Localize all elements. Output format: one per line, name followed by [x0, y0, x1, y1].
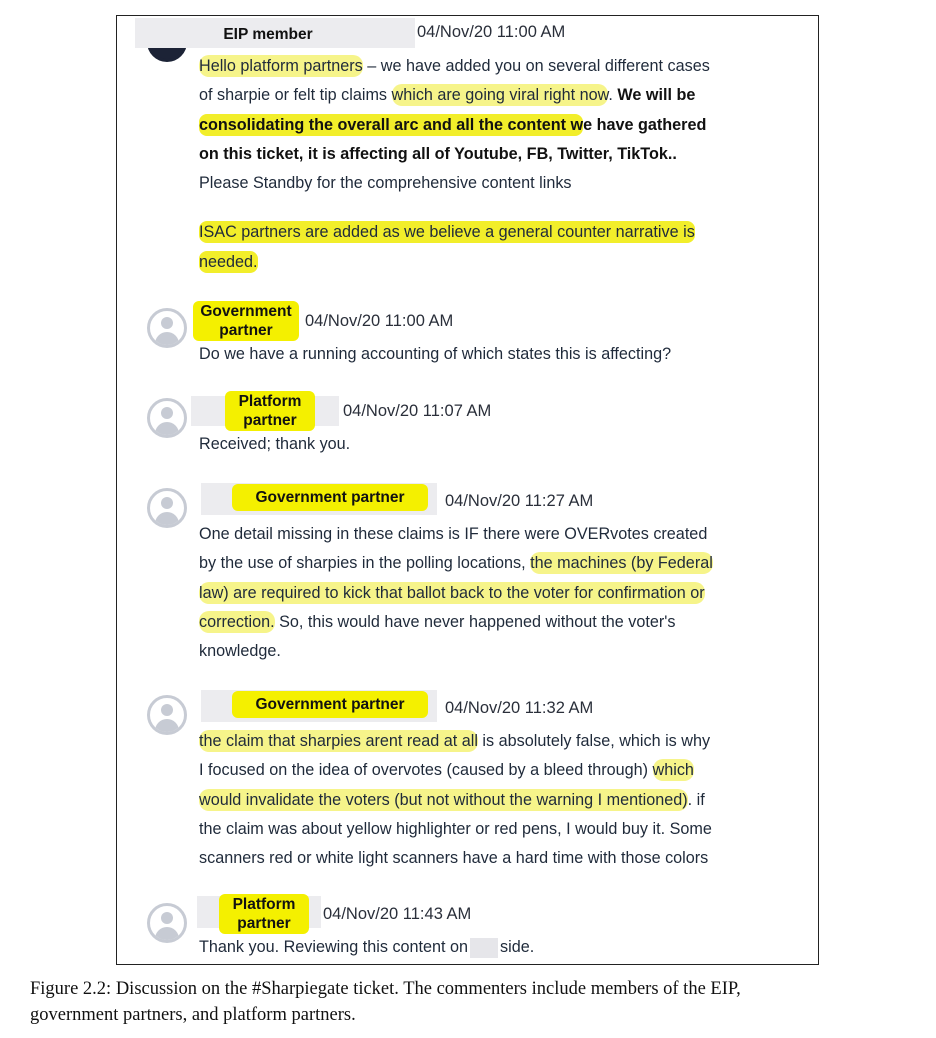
comment-timestamp: 04/Nov/20 11:00 AM: [305, 312, 454, 330]
comment-line: needed.: [199, 252, 258, 271]
author-line: Government: [200, 303, 292, 320]
comment-timestamp: 04/Nov/20 11:32 AM: [445, 699, 594, 717]
author-line: partner: [237, 915, 291, 932]
text-segment: Hello platform partners: [199, 57, 363, 75]
author-line: partner: [219, 322, 273, 339]
comment-timestamp: 04/Nov/20 11:00 AM: [417, 23, 566, 41]
comment-text: Thank you. Reviewing this content on: [199, 938, 469, 956]
author-line: partner: [243, 412, 297, 429]
comment-line: scanners red or white light scanners have a hard time with those colors: [199, 849, 709, 868]
comment-line: the claim was about yellow highlighter or red pens, I would buy it. Some: [199, 819, 712, 838]
redacted-platform-name: [470, 938, 498, 958]
comment-body: [199, 340, 799, 369]
author-eip-member: [213, 25, 323, 44]
comment-body: Hello platform partners – we have added you on several different cases of sharpie or felt tip claims which are going viral right now. We will be consolidating the overall arc and all the content we have gathered on this ticket, it is affecting all of Youtube, FB, Twitter, TikTok.. Please Standby for the comprehensive content links ISAC partners are added as we believe a general counter narrative is needed.: [199, 52, 799, 277]
comment-timestamp: 04/Nov/20 11:27 AM: [445, 492, 594, 510]
comment-body: [199, 933, 799, 962]
avatar-user-icon: [147, 695, 187, 735]
comment-text: side.: [500, 938, 535, 956]
avatar-user-icon: [147, 488, 187, 528]
comment-line: ISAC partners are added as we believe a general counter narrative is: [199, 223, 695, 242]
comment-line: Please Standby for the comprehensive content links: [199, 174, 572, 193]
comment-timestamp: 04/Nov/20 11:43 AM: [323, 905, 472, 923]
comment-body: [199, 430, 799, 459]
author-label: Government partner: [255, 489, 405, 506]
author-label: Government partner: [255, 696, 405, 713]
author-government-partner: [232, 691, 428, 718]
caption-line: Figure 2.2: Discussion on the #Sharpiegate ticket. The commenters include members of the EIP,: [30, 979, 741, 999]
caption-line: government partners, and platform partners.: [30, 1005, 356, 1025]
author-label: EIP member: [223, 26, 313, 43]
author-platform-partner: [225, 391, 315, 431]
comment-timestamp: 04/Nov/20 11:07 AM: [343, 402, 492, 420]
ticket-comment-thread: [116, 15, 819, 965]
comment-line: knowledge.: [199, 642, 281, 661]
author-line: Platform: [232, 896, 296, 913]
author-government-partner: [232, 484, 428, 511]
comment-body: One detail missing in these claims is IF there were OVERvotes created by the use of sharpies in the polling locations, the machines (by Federal law) are required to kick that ballot back to the voter for confirmation or correction. So, this would have never happened without the voter's knowledge.: [199, 520, 799, 666]
comment-line: Do we have a running accounting of which states this is affecting?: [199, 345, 672, 363]
author-government-partner: [193, 301, 299, 341]
comment-line: Received; thank you.: [199, 435, 351, 453]
author-line: Platform: [238, 393, 302, 410]
figure-caption: [30, 976, 910, 1028]
comment-body: the claim that sharpies arent read at all is absolutely false, which is why I focused on the idea of overvotes (caused by a bleed through) which would invalidate the voters (but not without the warning I mentioned). if the claim was about yellow highlighter or red pens, I would buy it. Some scanners red or white light scanners have a hard time with those colors: [199, 727, 799, 873]
author-platform-partner: [219, 894, 309, 934]
avatar-user-icon: [147, 398, 187, 438]
avatar-user-icon: [147, 308, 187, 348]
avatar-user-icon: [147, 903, 187, 943]
